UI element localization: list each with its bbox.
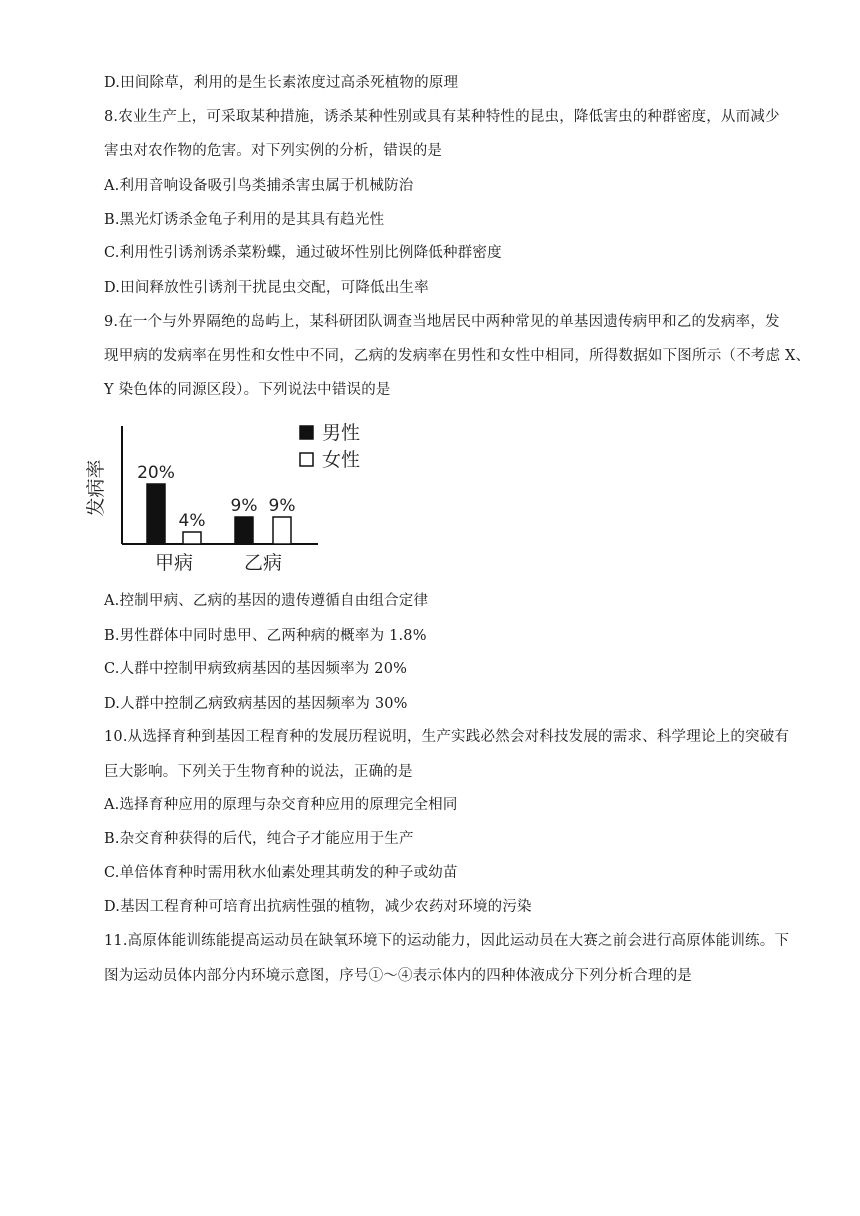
text-line: D.田间除草，利用的是生长素浓度过高杀死植物的原理 bbox=[104, 75, 459, 91]
bar-male-yi bbox=[235, 517, 253, 544]
text-line: 现甲病的发病率在男性和女性中不同，乙病的发病率在男性和女性中相同，所得数据如下图所示（不考虑 X、 bbox=[104, 348, 811, 364]
question-11-stem: 11.高原体能训练能提高运动员在缺氧环境下的运动能力，因此运动员在大赛之前会进行高原体能训练。下 bbox=[104, 933, 790, 949]
bar-female-yi bbox=[273, 517, 291, 544]
chart-svg bbox=[85, 418, 390, 582]
question-10-stem: 10.从选择育种到基因工程育种的发展历程说明，生产实践必然会对科技发展的需求、科学理论上的突破有 bbox=[104, 729, 790, 745]
text-line: 害虫对农作物的危害。对下列实例的分析，错误的是 bbox=[104, 143, 443, 159]
option-a: A.选择育种应用的原理与杂交育种应用的原理完全相同 bbox=[104, 797, 458, 813]
legend-swatch bbox=[300, 426, 313, 439]
option-d: D.人群中控制乙病致病基因的基因频率为 30% bbox=[104, 696, 408, 712]
option-b: B.杂交育种获得的后代，纯合子才能应用于生产 bbox=[104, 831, 414, 847]
data-label: 9% bbox=[268, 496, 296, 516]
bar-female-jia bbox=[183, 532, 201, 544]
y-axis-label: 发病率 bbox=[85, 459, 107, 517]
legend-label: 女性 bbox=[322, 449, 361, 471]
legend-label: 男性 bbox=[322, 422, 361, 444]
question-8-stem: 8.农业生产上，可采取某种措施，诱杀某种性别或具有某种特性的昆虫，降低害虫的种群密度，从而减少 bbox=[104, 109, 780, 125]
text-line: 图为运动员体内部分内环境示意图，序号①～④表示体内的四种体液成分下列分析合理的是 bbox=[104, 968, 692, 984]
option-a: A.利用音响设备吸引鸟类捕杀害虫属于机械防治 bbox=[104, 178, 414, 194]
bar-male-jia bbox=[147, 484, 165, 544]
option-b: B.黑光灯诱杀金龟子利用的是其具有趋光性 bbox=[104, 212, 385, 228]
option-d: D.基因工程育种可培育出抗病性强的植物，减少农药对环境的污染 bbox=[104, 899, 532, 915]
data-label: 4% bbox=[178, 511, 206, 531]
question-9-stem: 9.在一个与外界隔绝的岛屿上，某科研团队调查当地居民中两种常见的单基因遗传病甲和乙的发病率，发 bbox=[104, 314, 780, 330]
option-c: C.利用性引诱剂诱杀菜粉蝶，通过破坏性别比例降低种群密度 bbox=[104, 245, 502, 261]
text-line: Y 染色体的同源区段）。下列说法中错误的是 bbox=[104, 382, 391, 398]
option-b: B.男性群体中同时患甲、乙两种病的概率为 1.8% bbox=[104, 628, 427, 644]
option-a: A.控制甲病、乙病的基因的遗传遵循自由组合定律 bbox=[104, 593, 429, 609]
option-d: D.田间释放性引诱剂干扰昆虫交配，可降低出生率 bbox=[104, 280, 429, 296]
legend-swatch bbox=[300, 453, 313, 466]
data-label: 9% bbox=[230, 496, 258, 516]
category-label: 甲病 bbox=[154, 552, 194, 574]
option-c: C.单倍体育种时需用秋水仙素处理其萌发的种子或幼苗 bbox=[104, 865, 458, 881]
text-line: 巨大影响。下列关于生物育种的说法，正确的是 bbox=[104, 764, 413, 780]
option-c: C.人群中控制甲病致病基因的基因频率为 20% bbox=[104, 661, 408, 677]
data-label: 20% bbox=[137, 463, 175, 483]
category-label: 乙病 bbox=[243, 552, 283, 574]
incidence-bar-chart bbox=[85, 418, 390, 582]
